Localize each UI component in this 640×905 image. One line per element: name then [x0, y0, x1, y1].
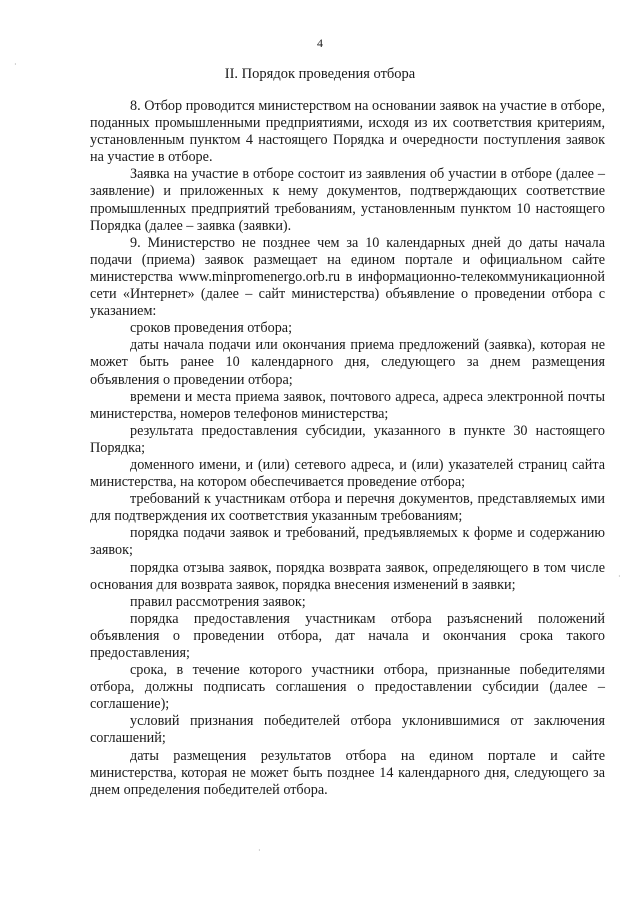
paragraph: даты размещения результатов отбора на едином портале и сайте министерства, которая не может быть позднее 14 календарного дня, следующего за днем определения победителей отбора. [90, 747, 605, 798]
paragraph: срока, в течение которого участники отбора, признанные победителями отбора, должны подписать соглашения о предоставлении субсидии (далее – соглашение); [90, 662, 605, 713]
paragraph: условий признания победителей отбора уклонившимися от заключения соглашений; [90, 713, 605, 747]
paragraph: результата предоставления субсидии, указанного в пункте 30 настоящего Порядка; [90, 422, 605, 456]
scan-speck: · [258, 846, 261, 855]
paragraph: порядка подачи заявок и требований, предъявляемых к форме и содержанию заявок; [90, 525, 605, 559]
paragraph: требований к участникам отбора и перечня документов, представляемых ими для подтверждения их соответствия указанным требованиям; [90, 491, 605, 525]
body-text [90, 98, 605, 799]
paragraph: правил рассмотрения заявок; [130, 593, 306, 610]
scan-speck: · [618, 572, 621, 581]
paragraph: 8. Отбор проводится министерством на основании заявок на участие в отборе, поданных промышленными предприятиями, исходя из их соответствия критериям, установленным пунктом 4 настоящего Порядка и очередности поступления заявок на участие в отборе. [90, 98, 605, 166]
paragraph: сроков проведения отбора; [130, 320, 293, 337]
paragraph: времени и места приема заявок, почтового адреса, адреса электронной почты министерства, номеров телефонов министерства; [90, 388, 605, 422]
paragraph: даты начала подачи или окончания приема предложений (заявка), которая не может быть ранее 10 календарного дня, следующего за днем размещения объявления о проведении отбора; [90, 337, 605, 388]
section-title: II. Порядок проведения отбора [224, 66, 416, 82]
paragraph: доменного имени, и (или) сетевого адреса, и (или) указателей страниц сайта министерства, на котором обеспечивается проведение отбора; [90, 456, 605, 491]
paragraph: 9. Министерство не позднее чем за 10 календарных дней до даты начала подачи (приема) заявок размещает на едином портале и официальном сайте министерства www.minpromenergo.orb.ru в информационно-телекоммуникационной сети «Интернет» (далее – сайт министерства) объявление о проведении отбора с указанием: [90, 234, 605, 320]
page-number: 4 [317, 36, 323, 50]
paragraph: порядка предоставления участникам отбора разъяснений положений объявления о проведении отбора, дат начала и окончания срока такого предоставления; [90, 610, 605, 661]
paragraph: Заявка на участие в отборе состоит из заявления об участии в отборе (далее – заявление) и приложенных к нему документов, подтверждающих соответствие промышленных предприятий требованиям, установленным пунктом 10 настоящего Порядка (далее – заявка (заявки). [90, 166, 605, 234]
paragraph: порядка отзыва заявок, порядка возврата заявок, определяющего в том числе основания для возврата заявок, порядка внесения изменений в заявки; [90, 559, 605, 593]
scan-speck: · [14, 60, 17, 69]
